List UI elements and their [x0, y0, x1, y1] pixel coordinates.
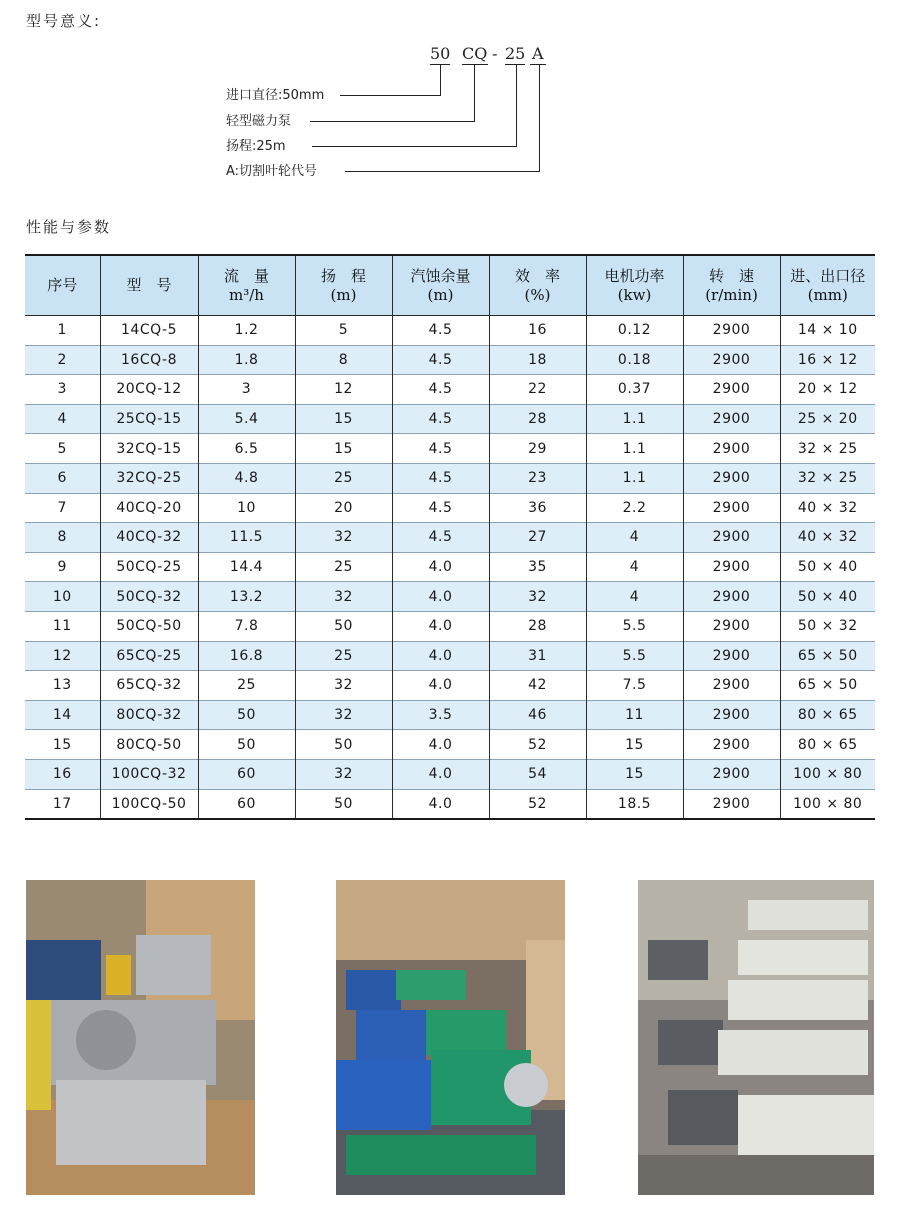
- table-cell: 12: [295, 375, 392, 405]
- table-cell: 52: [489, 789, 586, 819]
- table-cell: 16: [25, 759, 100, 789]
- column-header: [780, 255, 875, 316]
- column-header: [683, 255, 780, 316]
- table-cell: 2: [25, 345, 100, 375]
- column-header: [392, 255, 489, 316]
- table-cell: 32 × 25: [780, 434, 875, 464]
- table-cell: 0.37: [586, 375, 683, 405]
- table-cell: 2900: [683, 434, 780, 464]
- table-row: [25, 582, 875, 612]
- table-cell: 4.0: [392, 641, 489, 671]
- table-cell: 52: [489, 730, 586, 760]
- table-cell: 40CQ-20: [100, 493, 198, 523]
- table-cell: 2900: [683, 789, 780, 819]
- legend-pump-type: 轻型磁力泵: [226, 114, 292, 129]
- pump-photo-icon: [638, 880, 874, 1195]
- column-header-label: 流 量: [223, 266, 269, 285]
- table-cell: 16: [489, 316, 586, 346]
- table-cell: 25: [295, 552, 392, 582]
- table-cell: 32 × 25: [780, 463, 875, 493]
- table-cell: 12: [25, 641, 100, 671]
- table-cell: 28: [489, 611, 586, 641]
- table-header-row: [25, 255, 875, 316]
- table-cell: 20 × 12: [780, 375, 875, 405]
- column-header-label: 进、出口径: [790, 266, 866, 285]
- table-cell: 40 × 32: [780, 523, 875, 553]
- table-row: [25, 404, 875, 434]
- table-cell: 7.5: [586, 671, 683, 701]
- table-cell: 20: [295, 493, 392, 523]
- table-cell: 27: [489, 523, 586, 553]
- table-row: [25, 671, 875, 701]
- table-cell: 4: [586, 523, 683, 553]
- column-header-unit: (%): [524, 285, 551, 304]
- table-cell: 32: [295, 671, 392, 701]
- table-cell: 5.4: [198, 404, 295, 434]
- table-cell: 31: [489, 641, 586, 671]
- table-cell: 50: [198, 700, 295, 730]
- table-cell: 8: [25, 523, 100, 553]
- table-cell: 65 × 50: [780, 671, 875, 701]
- table-cell: 4: [25, 404, 100, 434]
- table-cell: 25: [295, 641, 392, 671]
- code-part-impeller: A: [532, 44, 544, 63]
- table-cell: 80CQ-50: [100, 730, 198, 760]
- table-cell: 2900: [683, 404, 780, 434]
- table-cell: 15: [295, 434, 392, 464]
- column-header: [100, 255, 198, 316]
- table-cell: 40CQ-32: [100, 523, 198, 553]
- column-header-unit: (kw): [617, 285, 652, 304]
- table-cell: 32: [295, 759, 392, 789]
- column-header: [586, 255, 683, 316]
- table-cell: 32: [295, 700, 392, 730]
- table-cell: 60: [198, 759, 295, 789]
- table-cell: 11: [586, 700, 683, 730]
- table-cell: 50CQ-25: [100, 552, 198, 582]
- table-cell: 5.5: [586, 611, 683, 641]
- table-cell: 15: [295, 404, 392, 434]
- table-cell: 1.1: [586, 463, 683, 493]
- column-header-unit: (mm): [807, 285, 848, 304]
- table-row: [25, 375, 875, 405]
- table-cell: 8: [295, 345, 392, 375]
- table-cell: 13.2: [198, 582, 295, 612]
- code-part-head: 25: [505, 44, 526, 63]
- table-cell: 50CQ-50: [100, 611, 198, 641]
- table-cell: 50CQ-32: [100, 582, 198, 612]
- table-cell: 4.5: [392, 493, 489, 523]
- code-part-dash: -: [492, 44, 498, 63]
- table-cell: 3: [25, 375, 100, 405]
- model-meaning-title: 型号意义:: [26, 12, 102, 30]
- table-cell: 28: [489, 404, 586, 434]
- table-row: [25, 552, 875, 582]
- table-cell: 2900: [683, 671, 780, 701]
- table-cell: 6: [25, 463, 100, 493]
- table-cell: 4.5: [392, 345, 489, 375]
- table-cell: 14 × 10: [780, 316, 875, 346]
- table-cell: 46: [489, 700, 586, 730]
- table-row: [25, 700, 875, 730]
- table-cell: 100CQ-50: [100, 789, 198, 819]
- table-cell: 9: [25, 552, 100, 582]
- table-cell: 50: [198, 730, 295, 760]
- table-cell: 16 × 12: [780, 345, 875, 375]
- table-cell: 0.12: [586, 316, 683, 346]
- table-cell: 17: [25, 789, 100, 819]
- column-header: [25, 255, 100, 316]
- table-row: [25, 523, 875, 553]
- table-row: [25, 493, 875, 523]
- table-cell: 4.5: [392, 375, 489, 405]
- table-cell: 2.2: [586, 493, 683, 523]
- table-row: [25, 759, 875, 789]
- table-cell: 32CQ-25: [100, 463, 198, 493]
- performance-title: 性能与参数: [26, 218, 112, 236]
- table-cell: 7: [25, 493, 100, 523]
- legend-impeller-code: A:切割叶轮代号: [226, 164, 318, 179]
- table-cell: 4.5: [392, 434, 489, 464]
- table-cell: 25 × 20: [780, 404, 875, 434]
- code-part-diameter: 50: [430, 44, 451, 63]
- table-cell: 2900: [683, 552, 780, 582]
- code-part-type: CQ: [462, 44, 488, 63]
- table-cell: 65CQ-25: [100, 641, 198, 671]
- table-cell: 15: [586, 759, 683, 789]
- table-cell: 40 × 32: [780, 493, 875, 523]
- table-cell: 32CQ-15: [100, 434, 198, 464]
- table-cell: 50: [295, 611, 392, 641]
- table-cell: 22: [489, 375, 586, 405]
- table-cell: 5.5: [586, 641, 683, 671]
- table-cell: 2900: [683, 700, 780, 730]
- table-cell: 1: [25, 316, 100, 346]
- table-body: [25, 316, 875, 820]
- table-cell: 32: [489, 582, 586, 612]
- legend-head: 扬程:25m: [226, 139, 286, 154]
- table-cell: 4.0: [392, 759, 489, 789]
- table-cell: 50 × 40: [780, 582, 875, 612]
- table-cell: 100 × 80: [780, 789, 875, 819]
- column-header-unit: m³/h: [229, 285, 264, 304]
- table-cell: 25: [295, 463, 392, 493]
- table-cell: 4.0: [392, 611, 489, 641]
- table-row: [25, 345, 875, 375]
- table-cell: 4: [586, 552, 683, 582]
- table-row: [25, 641, 875, 671]
- column-header: [489, 255, 586, 316]
- table-cell: 4: [586, 582, 683, 612]
- table-cell: 50 × 40: [780, 552, 875, 582]
- table-cell: 2900: [683, 611, 780, 641]
- table-cell: 25CQ-15: [100, 404, 198, 434]
- table-cell: 60: [198, 789, 295, 819]
- table-cell: 50: [295, 789, 392, 819]
- table-cell: 80CQ-32: [100, 700, 198, 730]
- legend-inlet-diameter: 进口直径:50mm: [226, 88, 325, 103]
- column-header: [198, 255, 295, 316]
- column-header-label: 电机功率: [604, 266, 665, 285]
- table-cell: 32: [295, 523, 392, 553]
- table-cell: 2900: [683, 345, 780, 375]
- column-header-label: 序号: [47, 276, 78, 294]
- table-cell: 11.5: [198, 523, 295, 553]
- table-cell: 1.8: [198, 345, 295, 375]
- table-cell: 1.1: [586, 404, 683, 434]
- table-cell: 10: [25, 582, 100, 612]
- table-cell: 1.2: [198, 316, 295, 346]
- table-cell: 4.5: [392, 463, 489, 493]
- table-cell: 42: [489, 671, 586, 701]
- table-cell: 7.8: [198, 611, 295, 641]
- pump-photo-1: [26, 880, 255, 1195]
- table-row: [25, 463, 875, 493]
- table-cell: 5: [25, 434, 100, 464]
- table-cell: 13: [25, 671, 100, 701]
- table-cell: 20CQ-12: [100, 375, 198, 405]
- pump-photo-icon: [26, 880, 255, 1195]
- table-cell: 2900: [683, 641, 780, 671]
- table-cell: 29: [489, 434, 586, 464]
- pump-photo-icon: [336, 880, 565, 1195]
- table-cell: 11: [25, 611, 100, 641]
- table-cell: 4.0: [392, 789, 489, 819]
- table-cell: 14.4: [198, 552, 295, 582]
- table-cell: 4.8: [198, 463, 295, 493]
- table-cell: 4.5: [392, 523, 489, 553]
- pump-photo-2: [336, 880, 565, 1195]
- table-cell: 35: [489, 552, 586, 582]
- table-cell: 15: [25, 730, 100, 760]
- table-cell: 23: [489, 463, 586, 493]
- column-header-unit: (m): [330, 285, 357, 304]
- table-cell: 100CQ-32: [100, 759, 198, 789]
- column-header-label: 型 号: [126, 276, 172, 294]
- table-cell: 1.1: [586, 434, 683, 464]
- table-cell: 36: [489, 493, 586, 523]
- table-cell: 5: [295, 316, 392, 346]
- table-cell: 2900: [683, 316, 780, 346]
- column-header-label: 汽蚀余量: [410, 266, 471, 285]
- table-cell: 4.0: [392, 671, 489, 701]
- table-cell: 18.5: [586, 789, 683, 819]
- column-header-label: 扬 程: [320, 266, 366, 285]
- table-cell: 14CQ-5: [100, 316, 198, 346]
- table-cell: 4.0: [392, 552, 489, 582]
- table-row: [25, 434, 875, 464]
- table-cell: 16CQ-8: [100, 345, 198, 375]
- table-cell: 2900: [683, 463, 780, 493]
- table-cell: 25: [198, 671, 295, 701]
- pump-photo-3: [638, 880, 874, 1195]
- table-cell: 14: [25, 700, 100, 730]
- column-header-label: 效 率: [514, 266, 560, 285]
- table-cell: 2900: [683, 523, 780, 553]
- column-header-label: 转 速: [708, 266, 754, 285]
- table-row: [25, 316, 875, 346]
- table-cell: 65 × 50: [780, 641, 875, 671]
- table-cell: 3: [198, 375, 295, 405]
- table-cell: 80 × 65: [780, 700, 875, 730]
- table-cell: 100 × 80: [780, 759, 875, 789]
- table-cell: 3.5: [392, 700, 489, 730]
- table-cell: 4.0: [392, 582, 489, 612]
- table-cell: 16.8: [198, 641, 295, 671]
- table-cell: 2900: [683, 493, 780, 523]
- table-row: [25, 611, 875, 641]
- table-cell: 4.5: [392, 316, 489, 346]
- table-cell: 65CQ-32: [100, 671, 198, 701]
- table-cell: 2900: [683, 759, 780, 789]
- table-row: [25, 789, 875, 819]
- table-cell: 4.5: [392, 404, 489, 434]
- table-cell: 18: [489, 345, 586, 375]
- table-cell: 80 × 65: [780, 730, 875, 760]
- table-row: [25, 730, 875, 760]
- table-cell: 10: [198, 493, 295, 523]
- table-cell: 2900: [683, 375, 780, 405]
- column-header: [295, 255, 392, 316]
- table-cell: 2900: [683, 582, 780, 612]
- table-cell: 6.5: [198, 434, 295, 464]
- table-cell: 15: [586, 730, 683, 760]
- table-cell: 0.18: [586, 345, 683, 375]
- column-header-unit: (r/min): [705, 285, 758, 304]
- spec-table: [25, 254, 875, 820]
- table-cell: 32: [295, 582, 392, 612]
- table-cell: 50 × 32: [780, 611, 875, 641]
- column-header-unit: (m): [427, 285, 454, 304]
- table-cell: 4.0: [392, 730, 489, 760]
- table-cell: 2900: [683, 730, 780, 760]
- table-cell: 54: [489, 759, 586, 789]
- table-cell: 50: [295, 730, 392, 760]
